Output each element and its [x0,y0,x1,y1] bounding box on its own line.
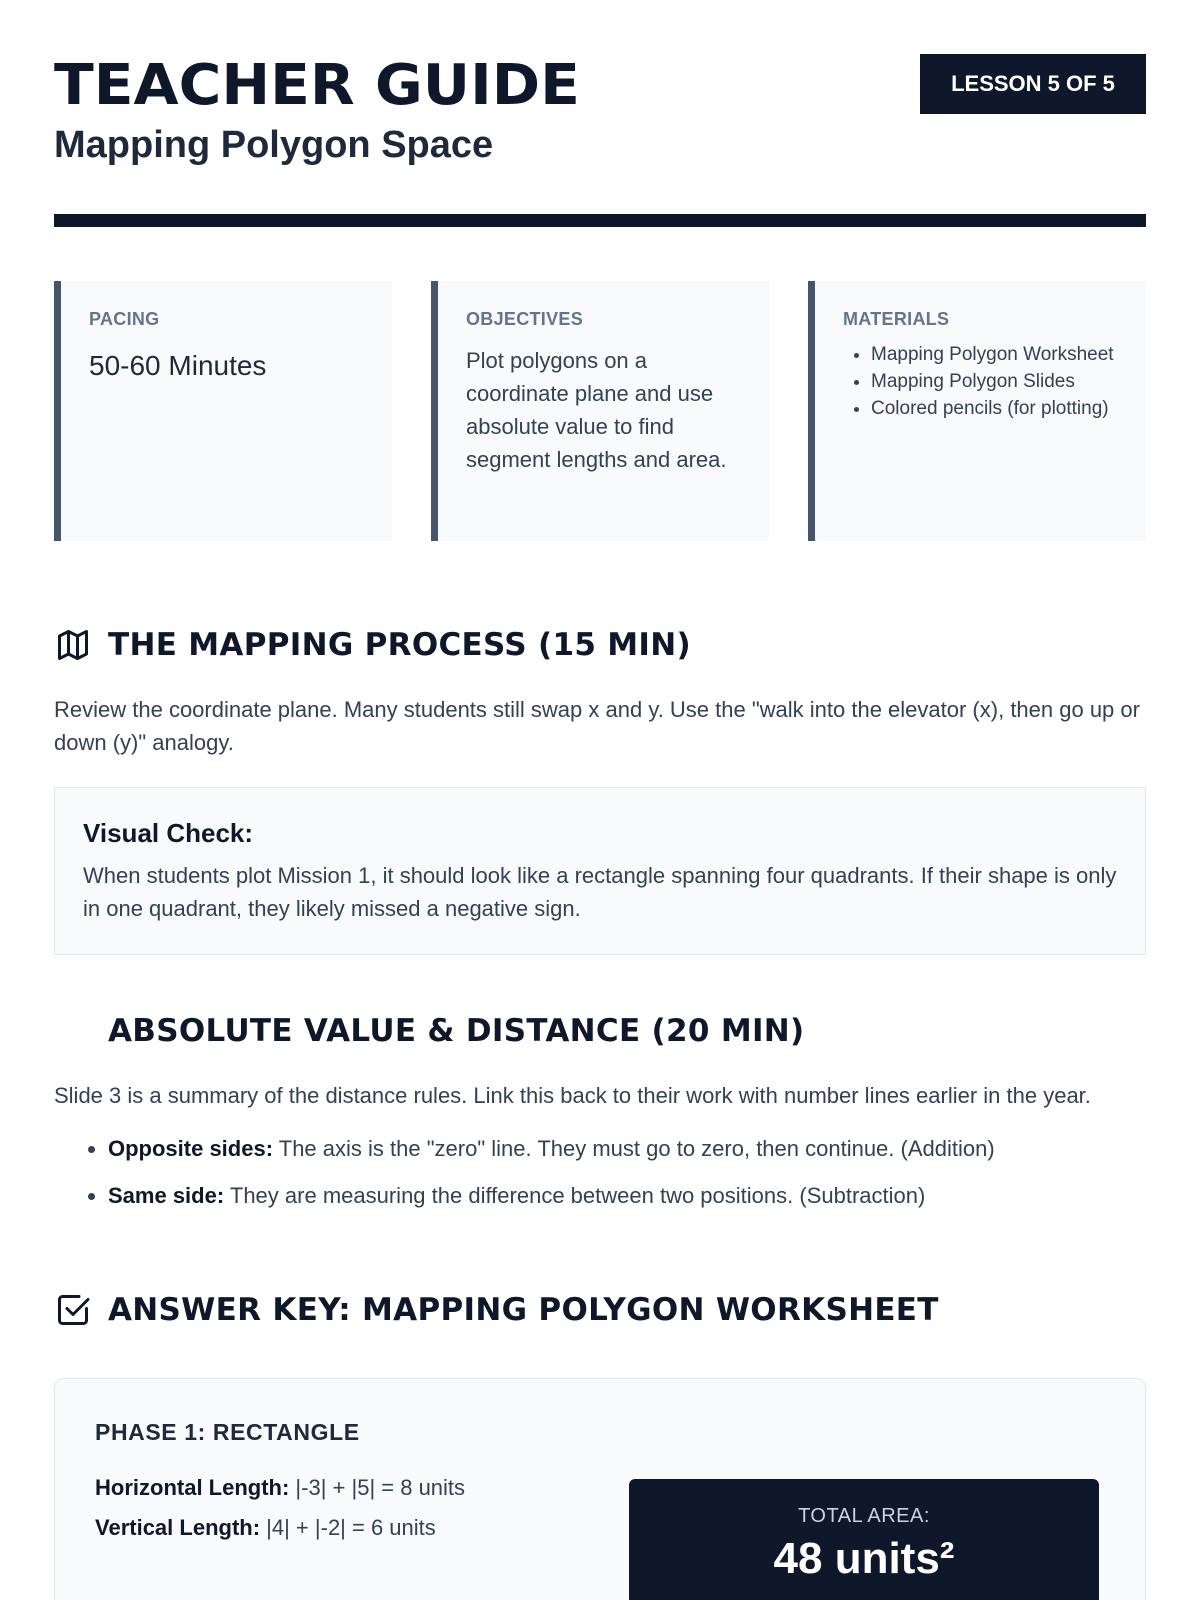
page-title: TEACHER GUIDE [54,53,580,118]
pacing-label: PACING [89,309,160,329]
list-item: • Mapping Polygon Slides [871,369,1120,395]
section-title: ABSOLUTE VALUE & DISTANCE (20 MIN) [108,1013,805,1049]
rule-text: They are measuring the difference between two positions. (Subtraction) [224,1183,926,1208]
lesson-badge: LESSON 5 OF 5 [920,54,1146,114]
pacing-value: 50-60 Minutes [89,350,267,381]
absolute-section-heading [54,1009,1146,1053]
header-divider [54,214,1146,227]
section-title: ANSWER KEY: MAPPING POLYGON WORKSHEET [108,1292,939,1328]
guide-header [54,0,1146,212]
callout-text: When students plot Mission 1, it should look like a rectangle spanning four quadrants. If their shape is only in one quadrant, they likely missed a negative sign. [83,863,1117,921]
list-item: • Mapping Polygon Worksheet [871,342,1120,368]
objectives-text: Plot polygons on a coordinate plane and use absolute value to find segment lengths and area. [466,348,727,472]
mapping-section-heading [54,623,1146,667]
area-value: 48 units² [773,1534,955,1583]
horizontal-label: Horizontal Length: [95,1475,290,1500]
list-item [108,1179,1146,1212]
rule-label: Opposite sides: [108,1136,274,1161]
info-cards [54,281,1146,541]
total-area-panel [629,1479,1099,1600]
list-item [108,1132,1146,1165]
checkbox-icon [54,1291,92,1329]
materials-card [808,281,1146,541]
phase-title: PHASE 1: RECTANGLE [95,1419,360,1445]
answer-key-box [54,1378,1146,1600]
objectives-card [431,281,769,541]
rule-label: Same side: [108,1183,225,1208]
materials-list [843,342,1120,422]
visual-check-callout [54,787,1146,955]
list-item: • Colored pencils (for plotting) [871,396,1120,422]
objectives-label: OBJECTIVES [466,309,584,329]
vertical-value: |4| + |-2| = 6 units [260,1515,436,1540]
absolute-text: Slide 3 is a summary of the distance rules. Link this back to their work with number lines earlier in the year. [54,1083,1091,1108]
page-subtitle: Mapping Polygon Space [54,124,494,166]
map-icon [54,626,92,664]
distance-rules [54,1132,1146,1212]
pacing-card [54,281,392,541]
area-label: TOTAL AREA: [798,1505,930,1527]
callout-title: Visual Check: [83,818,254,848]
vertical-label: Vertical Length: [95,1515,261,1540]
rule-text: The axis is the "zero" line. They must go to zero, then continue. (Addition) [273,1136,995,1161]
answer-key-heading [54,1288,1146,1332]
section-title: THE MAPPING PROCESS (15 MIN) [108,627,691,663]
mapping-text: Review the coordinate plane. Many students still swap x and y. Use the "walk into the elevator (x), then go up or down (y)" analogy. [54,697,1140,755]
materials-label: MATERIALS [843,309,950,329]
horizontal-value: |-3| + |5| = 8 units [289,1475,466,1500]
